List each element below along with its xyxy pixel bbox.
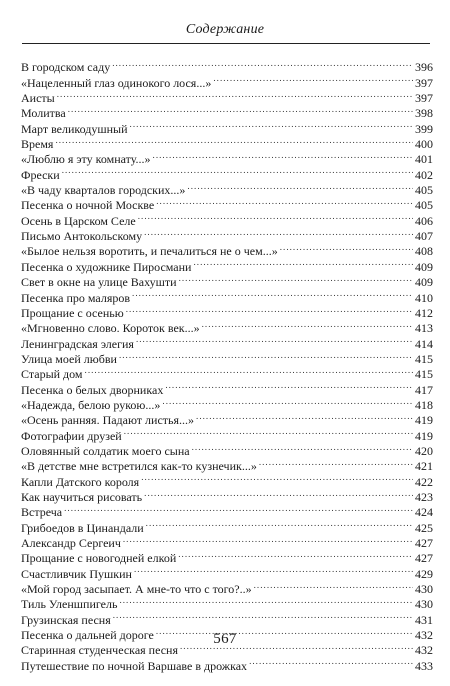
toc-entry-title: Тиль Уленшпигель <box>21 597 118 612</box>
toc-entry-title: Письмо Антокольскому <box>21 229 143 244</box>
toc-entry-title: Александр Сергеич <box>21 536 121 550</box>
dot-leader <box>144 225 413 240</box>
toc-entry <box>21 516 433 535</box>
toc-entry-page: 430 <box>415 597 433 612</box>
dot-leader <box>57 87 413 102</box>
toc-entry-title: Молитва <box>21 106 66 121</box>
toc-entry-title: Время <box>21 137 54 152</box>
toc-entry-page: 405 <box>415 183 433 198</box>
dot-leader <box>132 286 413 301</box>
toc-entry-title: Песенка о дальней дороге <box>21 628 154 643</box>
toc-entry-page: 423 <box>415 489 433 504</box>
toc-entry <box>21 179 433 198</box>
toc-entry-page: 431 <box>415 612 433 627</box>
toc-entry-title: Осень в Царском Селе <box>21 213 136 228</box>
toc-entry <box>21 102 433 121</box>
dot-leader <box>138 209 413 224</box>
toc-entry-page: 398 <box>415 106 433 121</box>
toc-entry-page: 429 <box>415 566 433 581</box>
toc-entry-title: «Нацеленный глаз одинокого лося...» <box>21 75 212 90</box>
toc-entry-title: Фотографии друзей <box>21 428 122 443</box>
dot-leader <box>130 117 413 132</box>
dot-leader <box>162 394 413 409</box>
dot-leader <box>62 163 413 178</box>
toc-entry-page: 406 <box>415 213 433 228</box>
toc-entry <box>21 148 433 167</box>
dot-leader <box>146 516 413 531</box>
toc-entry <box>21 133 433 152</box>
toc-entry-page: 422 <box>415 474 433 489</box>
dot-leader <box>192 440 413 455</box>
running-head-title: Содержание <box>185 22 265 37</box>
toc-entry-page: 396 <box>415 60 433 75</box>
dot-leader <box>259 455 413 470</box>
toc-entry-title: Песенка о ночной Москве <box>21 198 155 213</box>
toc-entry-page: 414 <box>415 336 433 351</box>
toc-entry <box>21 87 433 106</box>
toc-entry-title: Грибоедов в Цинандали <box>21 520 144 535</box>
toc-entry-title: Прощание с осенью <box>21 305 124 320</box>
dot-leader <box>124 424 413 439</box>
dot-leader <box>187 179 413 194</box>
toc-entry-page: 412 <box>415 305 433 320</box>
toc-entry-title: Встреча <box>21 505 63 520</box>
page-number: 567 <box>213 631 237 647</box>
dot-leader <box>144 486 413 501</box>
dot-leader <box>126 302 413 317</box>
dot-leader <box>249 654 413 669</box>
dot-leader <box>134 562 413 577</box>
toc-entry-title: «Осень ранняя. Падают листья...» <box>21 413 195 428</box>
toc-entry-page: 413 <box>415 321 433 336</box>
dot-leader <box>113 608 413 623</box>
toc-entry-page: 432 <box>415 643 433 658</box>
toc-entry-title: В городском саду <box>21 60 111 75</box>
toc-entry-title: Грузинская песня <box>21 612 111 627</box>
toc-entry <box>21 163 433 182</box>
toc-entry-page: 419 <box>415 428 433 443</box>
header-rule <box>22 43 430 44</box>
toc-entry <box>21 501 433 520</box>
toc-entry-page: 432 <box>415 628 433 643</box>
dot-leader <box>55 133 413 148</box>
toc-entry-page: 415 <box>415 367 433 382</box>
dot-leader <box>179 271 413 286</box>
toc-entry-page: 427 <box>415 551 433 566</box>
dot-leader <box>202 317 413 332</box>
toc-entry-title: «Мой город засыпает. А мне-то что с того?..» <box>21 582 252 597</box>
toc-entry-title: Путешествие по ночной Варшаве в дрожках <box>21 658 248 673</box>
toc-entry-title: Старый дом <box>21 367 83 382</box>
toc-entry-title: «Былое нельзя воротить, и печалиться не о чем...» <box>21 244 278 259</box>
toc-entry-page: 397 <box>415 75 433 90</box>
toc-entry-page: 400 <box>415 137 433 152</box>
toc-entry-page: 397 <box>415 91 433 106</box>
dot-leader <box>178 547 413 562</box>
toc-entry-title: Ленинградская элегия <box>21 336 134 351</box>
toc-entry-title: «Люблю я эту комнату...» <box>21 152 151 167</box>
dot-leader <box>193 255 413 270</box>
toc-entry-page: 430 <box>415 582 433 597</box>
toc-entry-page: 405 <box>415 198 433 213</box>
toc-entry-page: 408 <box>415 244 433 259</box>
toc-entry <box>21 117 433 136</box>
toc-entry-page: 419 <box>415 413 433 428</box>
dot-leader <box>280 240 413 255</box>
dot-leader <box>119 593 413 608</box>
dot-leader <box>112 56 413 71</box>
toc-entry-title: «В чаду кварталов городских...» <box>21 183 186 198</box>
toc-entry-title: «В детстве мне встретился как-то кузнечик...» <box>21 459 257 474</box>
dot-leader <box>64 501 413 516</box>
dot-leader <box>123 532 413 547</box>
toc-entry-page: 418 <box>415 397 433 412</box>
toc-entry-page: 402 <box>415 167 433 182</box>
toc-entry-title: Прощание с новогодней елкой <box>21 551 177 566</box>
toc-entry-title: Песенка о белых дворниках <box>21 382 164 397</box>
dot-leader <box>136 332 413 347</box>
toc-entry-title: Песенка про маляров <box>21 290 131 305</box>
toc-entry-title: Песенка о художнике Пиросмани <box>21 259 192 274</box>
dot-leader <box>156 194 413 209</box>
toc-entry-page: 421 <box>415 459 433 474</box>
toc-entry-title: Улица моей любви <box>21 351 117 366</box>
toc-entry-page: 399 <box>415 121 433 136</box>
toc-entry-title: Оловянный солдатик моего сына <box>21 443 190 458</box>
dot-leader <box>213 71 413 86</box>
table-of-contents <box>21 56 433 673</box>
toc-entry-page: 407 <box>415 229 433 244</box>
toc-entry-page: 409 <box>415 259 433 274</box>
toc-entry-title: Фрески <box>21 167 60 182</box>
toc-entry-title: «Мгновенно слово. Короток век...» <box>21 321 200 336</box>
toc-entry-page: 417 <box>415 382 433 397</box>
toc-entry-title: Счастливчик Пушкин <box>21 566 132 581</box>
dot-leader <box>254 578 413 593</box>
dot-leader <box>141 470 413 485</box>
toc-entry-title: Свет в окне на улице Вахушти <box>21 275 177 290</box>
dot-leader <box>165 378 413 393</box>
dot-leader <box>68 102 413 117</box>
toc-entry-page: 425 <box>415 520 433 535</box>
toc-entry-page: 424 <box>415 505 433 520</box>
toc-entry-page: 415 <box>415 351 433 366</box>
toc-entry <box>21 56 433 75</box>
toc-entry-title: Капли Датского короля <box>21 474 140 489</box>
toc-entry-page: 409 <box>415 275 433 290</box>
toc-entry-page: 433 <box>415 658 433 673</box>
toc-entry-title: Старинная студенческая песня <box>21 643 178 658</box>
toc-entry-page: 410 <box>415 290 433 305</box>
dot-leader <box>119 348 413 363</box>
toc-entry-title: Как научиться рисовать <box>21 489 143 504</box>
dot-leader <box>196 409 413 424</box>
dot-leader <box>153 148 413 163</box>
toc-entry-page: 401 <box>415 152 433 167</box>
toc-entry-title: «Надежда, белою рукою...» <box>21 397 161 412</box>
dot-leader <box>85 363 413 378</box>
toc-entry-page: 420 <box>415 443 433 458</box>
toc-entry-page: 427 <box>415 536 433 550</box>
toc-entry-title: Март великодушный <box>21 121 128 136</box>
toc-entry-title: Аисты <box>21 91 55 106</box>
